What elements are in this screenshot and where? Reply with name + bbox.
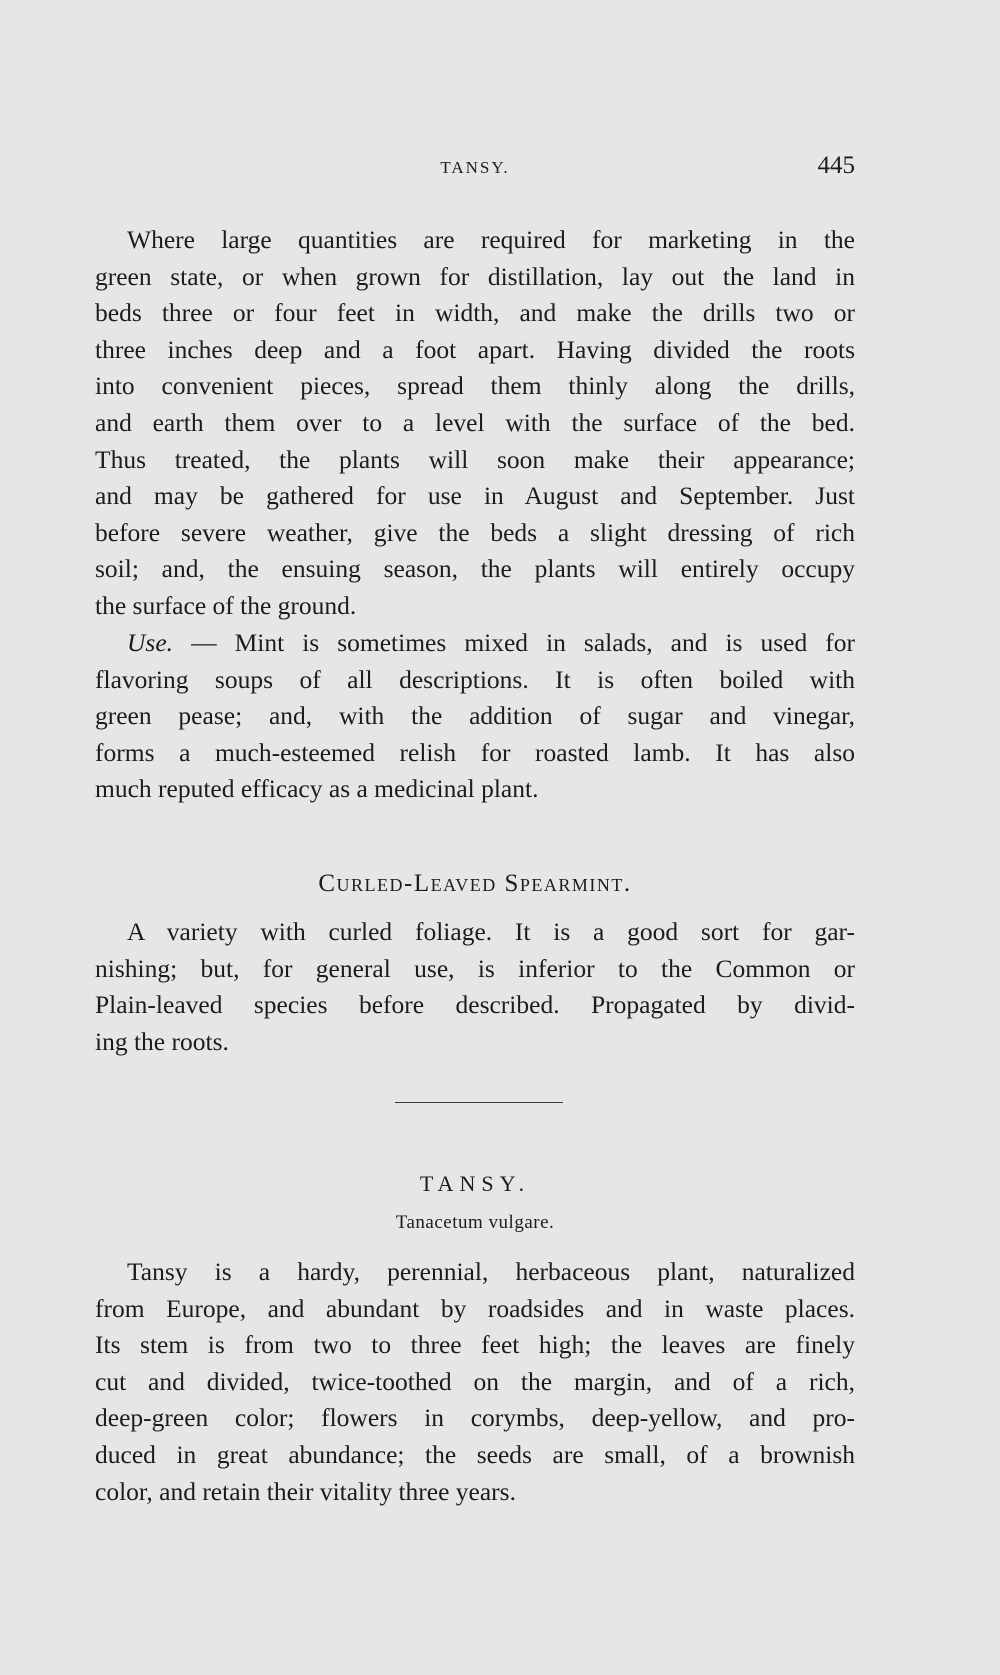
text-line: green pease; and, with the addition of sugar and vinegar, — [95, 701, 855, 731]
text-line — [95, 625, 855, 662]
text-line: flavoring soups of all descriptions. It is often boiled with — [95, 664, 855, 694]
text-line: A variety with curled foliage. It is a good sort for gar- — [127, 917, 855, 946]
text-line: Tansy is a hardy, perennial, herbaceous plant, naturalized — [127, 1257, 855, 1286]
page-header — [95, 152, 855, 188]
text-line: cut and divided, twice-toothed on the margin, and of a rich, — [95, 1366, 855, 1396]
text-line: ing the roots. — [95, 1026, 229, 1056]
text-line: duced in great abundance; the seeds are small, of a brownish — [95, 1439, 855, 1469]
text-line: beds three or four feet in width, and make the drills two or — [95, 298, 855, 328]
text-line: color, and retain their vitality three years. — [95, 1476, 516, 1506]
text-line: green state, or when grown for distillation, lay out the land in — [95, 261, 855, 291]
text-line: into convenient pieces, spread them thinly along the drills, — [95, 371, 855, 401]
text-line: soil; and, the ensuing season, the plants will entirely occupy — [95, 554, 855, 584]
text-line: deep-green color; flowers in corymbs, deep-yellow, and pro- — [95, 1403, 855, 1433]
paragraph-curled-spearmint — [95, 914, 855, 1060]
latin-name: Tanacetum vulgare. — [395, 1212, 555, 1233]
use-text: — Mint is sometimes mixed in salads, and is used for — [173, 628, 855, 657]
text-line: and earth them over to a level with the surface of the bed. — [95, 407, 855, 437]
text-line: three inches deep and a foot apart. Having divided the roots — [95, 334, 855, 364]
text-line: and may be gathered for use in August and September. Just — [95, 481, 855, 511]
text-line: much reputed efficacy as a medicinal plant. — [95, 774, 539, 804]
text-line: Its stem is from two to three feet high; the leaves are finely — [95, 1330, 855, 1360]
section-divider — [395, 1102, 563, 1103]
text-line: nishing; but, for general use, is inferior to the Common or — [95, 953, 855, 983]
section-heading-tansy: TANSY. — [419, 1171, 531, 1196]
page-number: 445 — [817, 152, 855, 179]
section-heading-curled-spearmint: Curled-Leaved Spearmint. — [318, 870, 632, 897]
text-line: the surface of the ground. — [95, 590, 357, 620]
text-line: from Europe, and abundant by roadsides and in waste places. — [95, 1293, 855, 1323]
use-label: Use. — [127, 628, 174, 657]
text-line: Where large quantities are required for marketing in the — [127, 225, 855, 254]
text-line: Plain-leaved species before described. Propagated by divid- — [95, 990, 855, 1020]
text-line: before severe weather, give the beds a slight dressing of rich — [95, 517, 855, 547]
paragraph-use — [95, 625, 855, 808]
text-line: forms a much-esteemed relish for roasted lamb. It has also — [95, 737, 855, 767]
text-line: Thus treated, the plants will soon make their appearance; — [95, 444, 855, 474]
running-head: TANSY. — [440, 158, 510, 177]
paragraph-planting — [95, 222, 855, 625]
paragraph-tansy — [95, 1254, 855, 1510]
